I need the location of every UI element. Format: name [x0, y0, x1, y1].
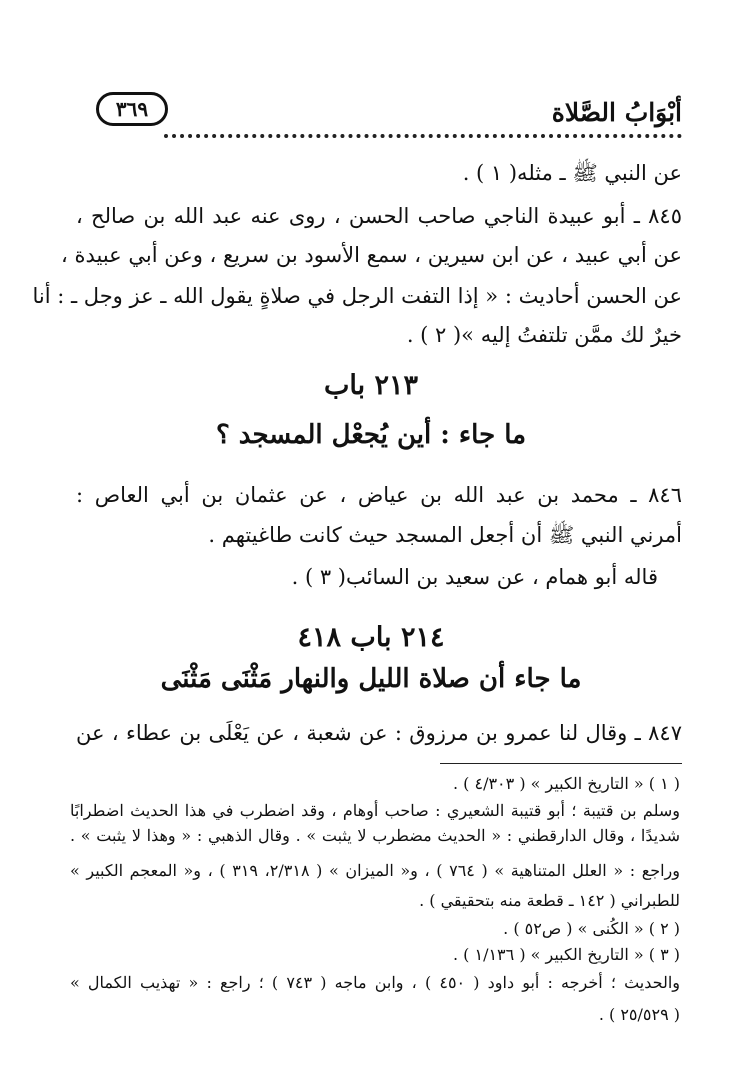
footnote-line: ( ١ ) « التاريخ الكبير » ( ٤/٣٠٣ ) .	[452, 774, 680, 793]
footnote-divider	[440, 763, 682, 764]
footnote-line: وسلم بن قتيبة ؛ أبو قتيبة الشعيري : صاحب أوهام ، وقد اضطرب في هذا الحديث اضطرابًا	[70, 801, 680, 820]
hadith-846-line: ٨٤٦ ـ محمد بن عبد الله بن عياض ، عن عثمان بن أبي العاص :	[76, 483, 682, 507]
page-number: ٣٦٩	[115, 97, 149, 121]
footnote-line: ( ٢٥/٥٢٩ ) .	[598, 1005, 680, 1024]
hadith-847-line: ٨٤٧ ـ وقال لنا عمرو بن مرزوق : عن شعبة ، عن يَعْلَى بن عطاء ، عن	[76, 721, 682, 745]
body-line: عن النبي ﷺ ـ مثله( ١ ) .	[462, 161, 682, 185]
footnote-line: والحديث ؛ أخرجه : أبو داود ( ٤٥٠ ) ، وابن ماجه ( ٧٤٣ ) ؛ راجع : « تهذيب الكمال »	[70, 973, 681, 992]
body-line: أمرني النبي ﷺ أن أجعل المسجد حيث كانت طاغيتهم .	[208, 523, 682, 547]
chapter-213-number: ٢١٣ باب	[323, 370, 419, 401]
chapter-213-title: ما جاء : أين يُجعْل المسجد ؟	[215, 420, 527, 450]
chapter-214-title: ما جاء أن صلاة الليل والنهار مَثْنَى مَثْنَى	[160, 664, 582, 694]
footnote-line: للطبراني ( ١٤٢ ـ قطعة منه بتحقيقي ) .	[419, 891, 680, 910]
body-line: خيرٌ لك ممَّن تلتفتُ إليه »( ٢ ) .	[406, 323, 682, 347]
body-line: عن الحسن أحاديث : « إذا التفت الرجل في صلاةٍ يقول الله ـ عز وجل ـ : أنا	[32, 284, 682, 308]
running-header-title: أبْوَابُ الصَّلاة	[551, 98, 682, 127]
chapter-214-number: ٢١٤ باب ٤١٨	[297, 622, 445, 653]
page-number-badge	[96, 92, 168, 126]
footnote-line: ( ٢ ) « الكُنى » ( ص٥٢ ) .	[503, 919, 680, 938]
header-divider	[164, 128, 682, 138]
footnote-line: ( ٣ ) « التاريخ الكبير » ( ١/١٣٦ ) .	[452, 945, 680, 964]
hadith-845-line: ٨٤٥ ـ أبو عبيدة الناجي صاحب الحسن ، روى عنه عبد الله بن صالح ،	[76, 204, 682, 228]
footnote-line: شديدًا ، وقال الدارقطني : « الحديث مضطرب لا يثبت » . وقال الذهبي : « وهذا لا يثبت » .	[70, 826, 681, 845]
body-line: قاله أبو همام ، عن سعيد بن السائب( ٣ ) .	[291, 565, 658, 589]
body-line: عن أبي عبيد ، عن ابن سيرين ، سمع الأسود بن سريع ، وعن أبي عبيدة ،	[61, 243, 682, 267]
footnote-line: وراجع : « العلل المتناهية » ( ٧٦٤ ) ، و« الميزان » ( ٢/٣١٨، ٣١٩ ) ، و« المعجم الكبير »	[70, 861, 680, 880]
